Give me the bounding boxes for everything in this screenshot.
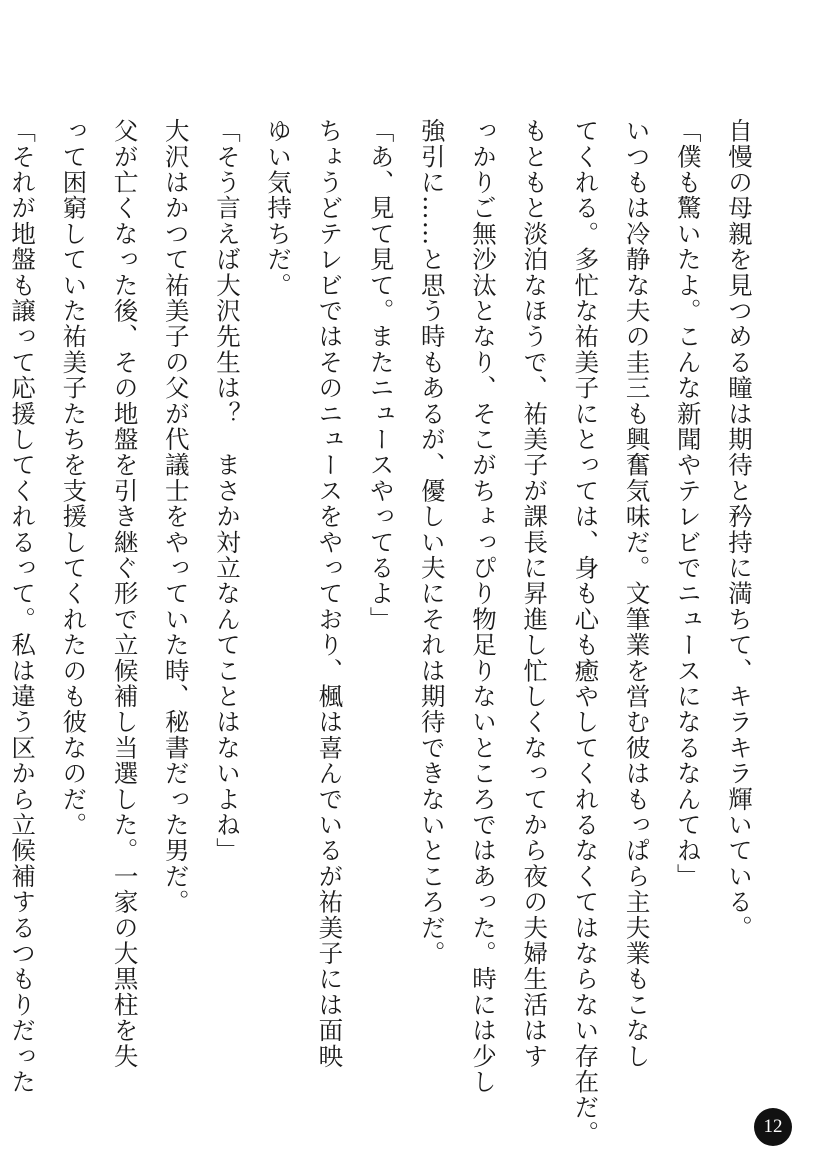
text-line: 「僕も驚いたよ。こんな新聞やテレビでニュースになるなんてね」 [673, 118, 703, 889]
text-line: 「あ、見て見て。またニュースやってるよ」 [366, 118, 396, 632]
text-line: いつもは冷静な夫の圭三も興奮気味だ。文筆業を営む彼はもっぱら主夫業もこなし [622, 118, 652, 1069]
text-line: ゆい気持ちだ。 [264, 118, 294, 298]
vertical-text-body [8, 118, 765, 1146]
text-line: 自慢の母親を見つめる瞳は期待と矜持に満ちて、キラキラ輝いている。 [725, 118, 754, 941]
text-line: てくれる。多忙な祐美子にとっては、身も心も癒やしてくれるなくてはならない存在だ。 [571, 118, 601, 1146]
text-line: 「それが地盤も譲って応援してくれるって。私は違う区から立候補するつもりだった [8, 118, 38, 1095]
page-number-badge: 12 [754, 1108, 792, 1146]
text-line: 父が亡くなった後、その地盤を引き継ぐ形で立候補し当選した。一家の大黒柱を失 [110, 118, 140, 1069]
text-line: 強引に……と思う時もあるが、優しい夫にそれは期待できないところだ。 [417, 118, 447, 967]
text-line: ちょうどテレビではそのニュースをやっており、楓は喜んでいるが祐美子には面映 [315, 118, 345, 1069]
text-line: 「そう言えば大沢先生は？ まさか対立なんてことはないよね」 [212, 118, 242, 864]
text-line: っかりご無沙汰となり、そこがちょっぴり物足りないところではあった。時には少し [468, 118, 498, 1095]
text-line: 大沢はかつて祐美子の父が代議士をやっていた時、秘書だった男だ。 [161, 118, 191, 915]
text-line: って困窮していた祐美子たちを支援してくれたのも彼なのだ。 [59, 118, 89, 838]
text-line: もともと淡泊なほうで、祐美子が課長に昇進し忙しくなってから夜の夫婦生活はす [520, 118, 550, 1069]
